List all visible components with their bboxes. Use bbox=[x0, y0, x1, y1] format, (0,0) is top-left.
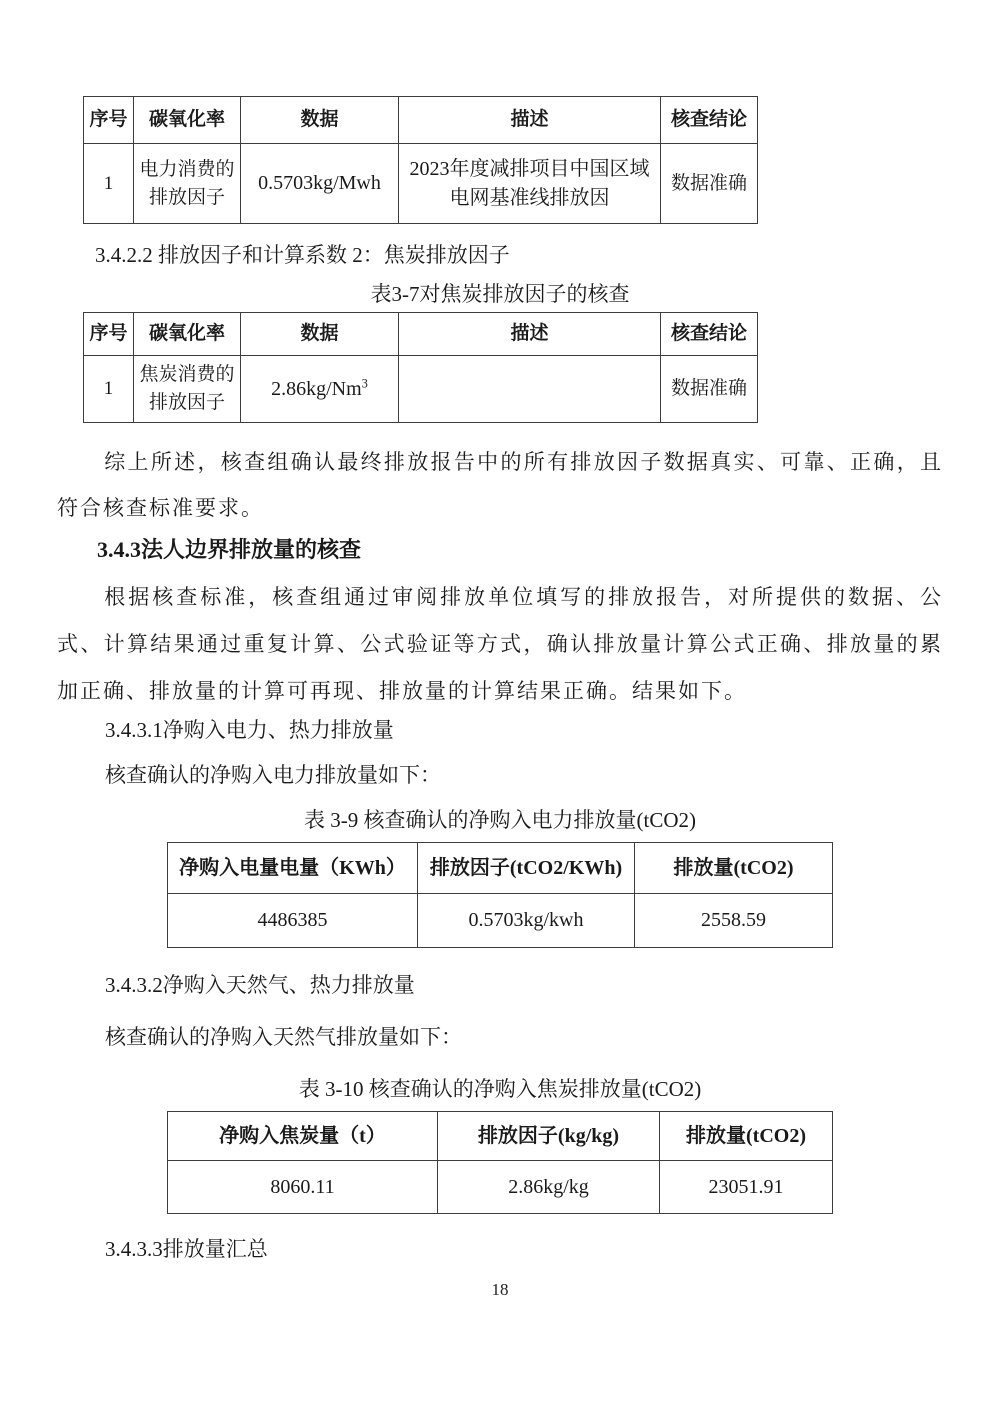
section-heading-3431: 3.4.3.1净购入电力、热力排放量 bbox=[105, 718, 394, 742]
section-heading-3432: 3.4.3.2净购入天然气、热力排放量 bbox=[105, 973, 415, 997]
cell-seq: 1 bbox=[84, 144, 134, 224]
cell-data bbox=[241, 356, 399, 423]
table-row bbox=[168, 1161, 833, 1214]
header-emission-factor: 排放因子(tCO2/KWh) bbox=[418, 843, 635, 894]
cell-emissions: 23051.91 bbox=[660, 1161, 833, 1214]
table-3-10-caption: 表 3-10 核查确认的净购入焦炭排放量(tCO2) bbox=[298, 1077, 702, 1101]
table-row bbox=[168, 894, 833, 948]
header-desc: 描述 bbox=[399, 313, 661, 356]
table-row bbox=[84, 356, 758, 423]
section-heading-3433: 3.4.3.3排放量汇总 bbox=[105, 1237, 268, 1261]
header-seq: 序号 bbox=[84, 313, 134, 356]
electric-emission-factor-table bbox=[83, 96, 758, 224]
cell-emission-factor: 2.86kg/kg bbox=[438, 1161, 660, 1214]
cell-coke-amount: 8060.11 bbox=[168, 1161, 438, 1214]
table-3-9-caption: 表 3-9 核查确认的净购入电力排放量(tCO2) bbox=[304, 808, 696, 832]
header-emissions: 排放量(tCO2) bbox=[660, 1112, 833, 1161]
cell-conclusion: 数据准确 bbox=[661, 144, 758, 224]
cell-desc bbox=[399, 356, 661, 423]
cell-seq: 1 bbox=[84, 356, 134, 423]
header-seq: 序号 bbox=[84, 97, 134, 144]
table-header-row bbox=[168, 1112, 833, 1161]
cell-electricity-amount: 4486385 bbox=[168, 894, 418, 948]
header-emissions: 排放量(tCO2) bbox=[635, 843, 833, 894]
header-item: 碳氧化率 bbox=[134, 97, 241, 144]
table-header-row bbox=[84, 97, 758, 144]
summary-paragraph: 综上所述，核查组确认最终排放报告中的所有排放因子数据真实、可靠、正确，且符合核查标准要求。 bbox=[57, 450, 943, 520]
cell-emissions: 2558.59 bbox=[635, 894, 833, 948]
section-heading-343: 3.4.3法人边界排放量的核查 bbox=[97, 537, 362, 562]
coke-emission-factor-table bbox=[83, 312, 758, 423]
cell-emission-factor: 0.5703kg/kwh bbox=[418, 894, 635, 948]
cell-desc: 2023年度减排项目中国区域电网基准线排放因 bbox=[399, 144, 661, 224]
coke-factor-value: 2.86kg/Nm bbox=[271, 377, 362, 400]
cell-data: 0.5703kg/Mwh bbox=[241, 144, 399, 224]
header-electricity-amount: 净购入电量电量（KWh） bbox=[168, 843, 418, 894]
table-header-row bbox=[168, 843, 833, 894]
method-paragraph: 根据核查标准，核查组通过审阅排放单位填写的排放报告，对所提供的数据、公式、计算结果通过重复计算、公式验证等方式，确认排放量计算公式正确、排放量的累加正确、排放量的计算可再现、排放量的计算结果正确。结果如下。 bbox=[57, 585, 943, 703]
page-number: 18 bbox=[491, 1280, 509, 1299]
header-item: 碳氧化率 bbox=[134, 313, 241, 356]
section-heading-3422: 3.4.2.2 排放因子和计算系数 2：焦炭排放因子 bbox=[95, 243, 510, 267]
header-data: 数据 bbox=[241, 97, 399, 144]
gas-intro-line: 核查确认的净购入天然气排放量如下： bbox=[105, 1025, 462, 1049]
header-conclusion: 核查结论 bbox=[661, 313, 758, 356]
header-coke-amount: 净购入焦炭量（t） bbox=[168, 1112, 438, 1161]
cell-item: 电力消费的排放因子 bbox=[134, 144, 241, 224]
table-3-7-caption: 表3-7对焦炭排放因子的核查 bbox=[370, 282, 630, 306]
net-electricity-emissions-table bbox=[167, 842, 833, 948]
header-conclusion: 核查结论 bbox=[661, 97, 758, 144]
table-row bbox=[84, 144, 758, 224]
cell-conclusion: 数据准确 bbox=[661, 356, 758, 423]
coke-factor-exponent: 3 bbox=[361, 375, 368, 390]
net-coke-emissions-table bbox=[167, 1111, 833, 1214]
cell-item: 焦炭消费的排放因子 bbox=[134, 356, 241, 423]
header-emission-factor: 排放因子(kg/kg) bbox=[438, 1112, 660, 1161]
header-data: 数据 bbox=[241, 313, 399, 356]
power-intro-line: 核查确认的净购入电力排放量如下： bbox=[105, 763, 441, 787]
table-header-row bbox=[84, 313, 758, 356]
header-desc: 描述 bbox=[399, 97, 661, 144]
